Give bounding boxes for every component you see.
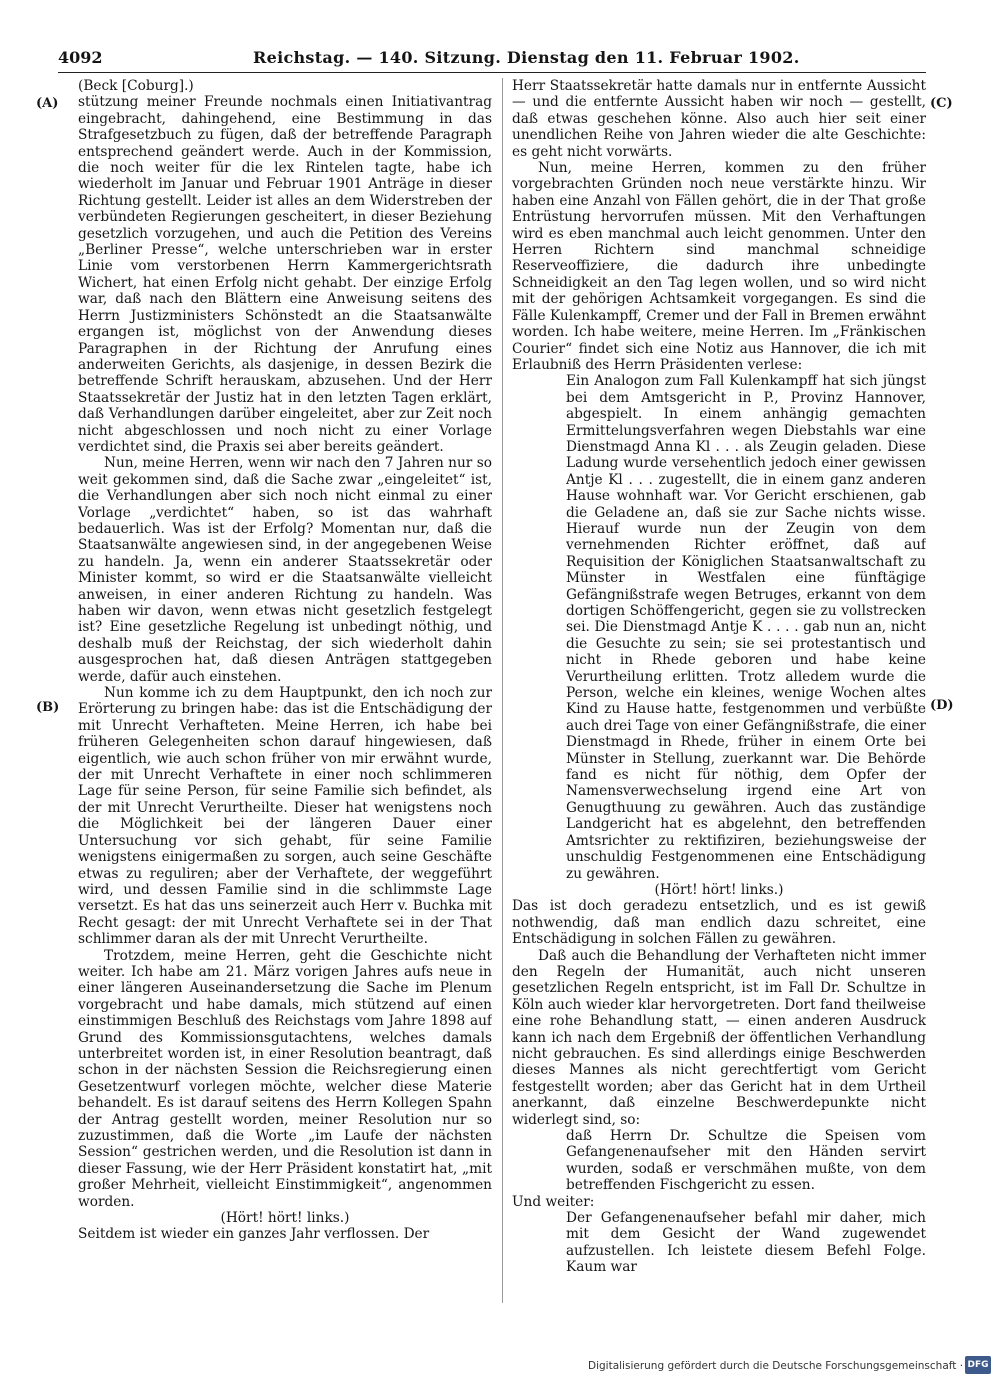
paragraph: Nun komme ich zu dem Hauptpunkt, den ich noch zur Erörterung zu bringen habe: das ist die Entschädigung der mit Unrecht Verhafteten. Meine Herren, ich habe bei früheren Gelegenheiten schon darauf hingewiesen, daß eigentlich, wie auch schon früher von mir erwähnt wurde, der mit Unrecht Verhaftete in einer noch schlimmeren Lage für seine Person, für seine Familie sich befindet, als der mit Unrecht Verurtheilte. Dieser hat wenigstens noch die Möglichkeit bei der längeren Dauer einer Untersuchung vor sich gehabt, für seine Familie wenigstens einigermaßen zu sorgen, auch seine Geschäfte etwas zu reguliren; aber der Verhaftete, der weggeführt wird, und dessen Familie sind in die schlimmste Lage versetzt. Es hat das uns seinerzeit auch Herr v. Buchka mit Recht gesagt: der mit Unrecht Verhaftete sei in der That schlimmer daran als der mit Unrecht Verurtheilte.: [78, 685, 492, 948]
paragraph: Seitdem ist wieder ein ganzes Jahr verflossen. Der: [78, 1226, 430, 1243]
interjection: (Hört! hört! links.): [654, 881, 784, 898]
paragraph: Trotzdem, meine Herren, geht die Geschichte nicht weiter. Ich habe am 21. März vorigen Jahres aufs neue in einer längeren Auseinandersetzung die Sache im Plenum vorgebracht und habe damals, mich stützend auf einen einstimmigen Beschluß des Reichstags vom Jahre 1898 auf Grund des Kommissionsgutachtens, welches damals unterbreitet worden ist, in einer Resolution beantragt, daß schon in der nächsten Session die Reichsregierung einen Gesetzentwurf vorlegen möchte, welcher diese Materie behandelt. Es ist darauf seitens des Herrn Kollegen Spahn der Antrag gestellt worden, meiner Resolution nur so zuzustimmen, daß die Worte „im Laufe der nächsten Session“ gestrichen werden, und die Resolution ist dann in dieser Fassung, wie der Herr Präsident konstatirt hat, „mit großer Mehrheit, vielleicht Einstimmigkeit“, angenommen worden.: [78, 947, 492, 1210]
paragraph: Nun, meine Herren, wenn wir nach den 7 Jahren nur so weit gekommen sind, daß die Sache zwar „eingeleitet“ ist, die Verhandlungen aber sich noch nicht einmal zu einer Vorlage „verdichtet“ haben, so ist das wahrhaft bedauerlich. Was ist der Erfolg? Momentan nur, daß die Staatsanwälte angewiesen sind, in der angegebenen Weise zu handeln. Ja, wenn ein anderer Staatssekretär oder Minister kommt, so wird er die Staatsanwälte vielleicht anweisen, in einer anderen Richtung zu handeln. Was haben wir davon, wenn etwas nicht gesetzlich festgelegt ist? Eine gesetzliche Regelung ist unbedingt nöthig, und deshalb muß der Reichstag, der sich wiederholt dahin ausgesprochen hat, daß diesen Anträgen stattgegeben werde, dafür auch einstehen.: [78, 455, 492, 685]
page-number: 4092: [58, 48, 103, 67]
margin-mark-c: (C): [930, 96, 953, 111]
margin-mark-d: (D): [930, 698, 954, 713]
column-divider: [502, 78, 503, 1303]
paragraph: stützung meiner Freunde nochmals einen Initiativantrag eingebracht, dahingehend, eine Bestimmung in das Strafgesetzbuch zu fügen, daß der betreffende Paragraph entsprechend geändert werde. Auch in der Kommission, die noch weiter für die lex Rintelen tagte, habe ich wiederholt im Januar und Februar 1901 Anträge in dieser Richtung gestellt. Leider ist alles an dem Widerstreben der verbündeten Regierungen gescheitert, in dieser Beziehung gesetzlich vorzugehen, und auch die Petition des Vereins „Berliner Presse“, welche unterschrieben war in erster Linie vom verstorbenen Herrn Kammergerichtsrath Wichert, hat einen Erfolg nicht gehabt. Der einzige Erfolg war, daß nach den Blättern eine Anweisung seitens des Herrn Justizministers Schönstedt an die Staatsanwälte ergangen ist, möglichst von der Anwendung dieses Paragraphen in der Richtung der Anrufung eines anderweiten Gerichts, als dasjenige, in dessen Bezirk die betreffende Schrift herauskam, abzusehen. Und der Herr Staatssekretär der Justiz hat in den letzten Tagen erklärt, daß Verhandlungen darüber eingeleitet, aber zur Zeit noch nicht abgeschlossen und noch nicht zu einer Vorlage verdichtet sind, die Praxis sei aber bereits geändert.: [78, 94, 492, 455]
margin-mark-a: (A): [36, 96, 59, 111]
left-column: [78, 78, 492, 1308]
page-header: [58, 48, 926, 73]
quoted-notice: Ein Analogon zum Fall Kulenkampff hat sich jüngst bei dem Amtsgericht in P., Provinz Hannover, abgespielt. In einem anhängig gemachten Ermittelungsverfahren wegen Diebstahls war eine Dienstmagd Anna Kl . . . als Zeugin geladen. Diese Ladung wurde versehentlich jedoch einer gewissen Antje Kl . . . zugestellt, die in einem ganz anderen Hause wohnhaft war. Vor Gericht erschienen, gab die Geladene an, daß sie zur Sache nichts wisse. Hierauf wurde nun der Zeugin von dem vernehmenden Richter eröffnet, daß auf Requisition der Königlichen Staatsanwaltschaft zu Münster in Westfalen eine fünftägige Gefängnißstrafe wegen Betruges, erkannt von dem dortigen Schöffengericht, gegen sie zu vollstrecken sei. Die Dienstmagd Antje K . . . . gab nun an, nicht die Gesuchte zu sein; sie sei protestantisch und nicht in Rhede geboren und habe keine Verurtheilung erlitten. Trotz alledem wurde die Person, welche ein kleines, wenige Wochen altes Kind zu Hause hatte, festgenommen und verbüßte auch drei Tage von einer Gefängnißstrafe, die einer Dienstmagd in Rhede, früher in einem Orte bei Münster in Stellung, zuerkannt war. Die Behörde fand es nicht für nöthig, dem Opfer der Namensverwechselung irgend eine Art von Genugthuung zu gewähren. Auch das zuständige Landgericht hat es abgelehnt, den betreffenden Amtsrichter zu rektifiziren, beziehungsweise der unschuldig Festgenommenen eine Entschädigung zu gewähren.: [566, 373, 926, 882]
quoted-statement: Der Gefangenenaufseher befahl mir daher, mich mit dem Gesicht der Wand zugewendet aufzustellen. Ich leistete diesem Befehl Folge. Kaum war: [566, 1210, 926, 1276]
paragraph: Das ist doch geradezu entsetzlich, und es ist gewiß nothwendig, daß man endlich dazu schreitet, eine Entschädigung in solchen Fällen zu gewähren.: [512, 898, 926, 948]
paragraph: Nun, meine Herren, kommen zu den früher vorgebrachten Gründen noch neue verstärkte hinzu. Wir haben eine Anzahl von Fällen gehört, die in der That große Entrüstung hervorrufen müssen. Mit den Verhaftungen wird es eben manchmal auch leicht genommen. Unter den Herren Richtern sind manchmal schneidige Reserveoffiziere, die dadurch ihre unbedingte Schneidigkeit an den Tag legen wollen, und so wird nicht mit der gehörigen Achtsamkeit vorgegangen. Es sind die Fälle Kulenkampff, Cremer und der Fall in Bremen erwähnt worden. Ich habe weitere, meine Herren. Im „Fränkischen Courier“ findet sich eine Notiz aus Hannover, die ich mit Erlaubniß des Herrn Präsidenten verlese:: [512, 160, 926, 373]
margin-mark-b: (B): [36, 700, 60, 715]
dfg-logo: DFG: [965, 1356, 991, 1374]
interjection: (Hört! hört! links.): [220, 1210, 350, 1227]
digitization-credit: Digitalisierung gefördert durch die Deutsche Forschungsgemeinschaft ·: [588, 1360, 964, 1372]
speaker-name: (Beck [Coburg].): [78, 78, 194, 94]
paragraph: Daß auch die Behandlung der Verhafteten nicht immer den Regeln der Humanität, auch nicht unseren gesetzlichen Regeln entspricht, ist im Fall Dr. Schultze in Köln auch wieder klar hervorgetreten. Dort fand theilweise eine rohe Behandlung statt, — einen anderen Ausdruck kann ich nach dem Ergebniß der öffentlichen Verhandlung nicht gebrauchen. Es sind allerdings einige Beschwerden dieses Mannes als nicht gerechtfertigt vom Gericht festgestellt worden; aber das Gericht hat in dem Urtheil anerkannt, daß einzelne Beschwerdepunkte nicht widerlegt sind, so:: [512, 947, 926, 1128]
right-column: [512, 78, 926, 1308]
paragraph: Und weiter:: [512, 1193, 595, 1210]
quoted-ruling: daß Herrn Dr. Schultze die Speisen vom Gefangenenaufseher mit den Händen servirt wurden, sodaß er verschmähen mußte, von dem betreffenden Fischgericht zu essen.: [566, 1128, 926, 1194]
paragraph: Herr Staatssekretär hatte damals nur in entfernte Aussicht — und die entfernte Aussicht haben wir noch — gestellt, daß etwas geschehen könne. Also auch hier seit einer unendlichen Reihe von Jahren wieder die alte Geschichte: es geht nicht vorwärts.: [512, 78, 926, 160]
running-head: Reichstag. — 140. Sitzung. Dienstag den 11. Februar 1902.: [253, 48, 800, 67]
